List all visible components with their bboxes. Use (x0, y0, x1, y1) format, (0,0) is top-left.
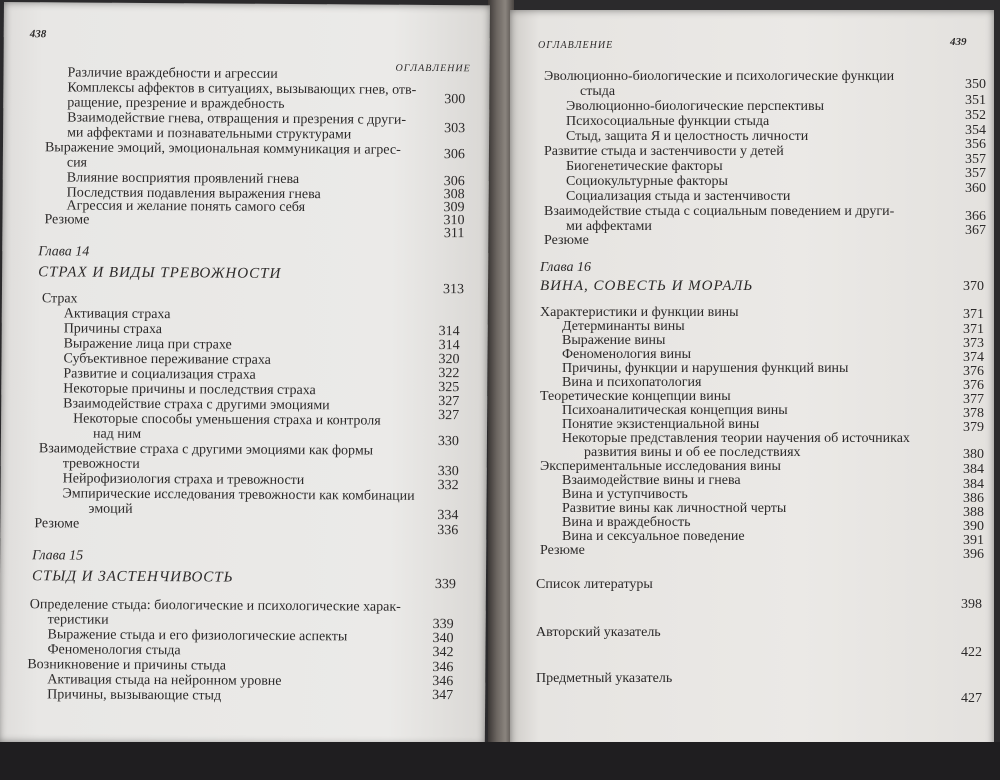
toc-entry: ращение, презрение и враждебность (67, 95, 285, 112)
toc-entry: ми аффектами (566, 219, 652, 234)
toc-page: 313 (442, 282, 465, 298)
toc-entry: Активация стыда на нейронном уровне (47, 672, 282, 689)
author-index-entry: Авторский указатель (536, 625, 661, 640)
toc-page: 384 (963, 477, 984, 492)
toc-page: 320 (438, 352, 460, 368)
toc-entry: Понятие экзистенциальной вины (562, 417, 760, 432)
toc-entry: Страх (41, 291, 78, 307)
toc-entry: Различие враждебности и агрессии (67, 65, 278, 82)
toc-entry: Резюме (34, 516, 80, 532)
toc-entry: Выражение стыда и его физиологические аспекты (47, 627, 348, 645)
toc-page: 427 (961, 691, 982, 706)
toc-entry: Резюме (540, 543, 585, 558)
toc-entry: Причины, вызывающие стыд (47, 687, 222, 704)
toc-entry: Характеристики и функции вины (540, 305, 739, 320)
toc-entry: Некоторые представления теории научения об источниках (562, 431, 910, 446)
toc-page: 351 (965, 93, 986, 108)
toc-entry: Социализация стыда и застенчивости (566, 189, 791, 204)
toc-page: 327 (438, 394, 460, 410)
toc-entry: Определение стыда: биологические и психологические харак- (29, 597, 401, 615)
toc-entry: Нейрофизиология страха и тревожности (62, 471, 305, 489)
toc-entry: Резюме (544, 233, 589, 248)
toc-entry: Взаимодействие гнева, отвращения и презрения с други- (67, 110, 407, 128)
toc-entry: Агрессия и желание понять самого себя (66, 198, 306, 216)
toc-entry: Возникновение и причины стыда (27, 657, 226, 674)
toc-page: 327 (438, 408, 460, 424)
right-page (510, 10, 994, 750)
toc-page: 342 (432, 645, 454, 661)
toc-page: 360 (965, 181, 986, 196)
toc-entry: Последствия подавления выражения гнева (66, 185, 321, 203)
toc-page: 346 (432, 660, 454, 676)
chapter-label: Глава 15 (32, 548, 84, 564)
toc-page: 309 (443, 200, 465, 216)
toc-entry: развития вины и об ее последствиях (584, 445, 801, 460)
toc-entry: Взаимодействие вины и гнева (562, 473, 741, 488)
toc-page: 366 (965, 209, 986, 224)
toc-entry: Активация страха (63, 306, 171, 323)
toc-entry: Эволюционно-биологические и психологические функции (544, 69, 895, 84)
toc-page: 376 (963, 364, 984, 379)
toc-page: 347 (432, 688, 454, 704)
toc-page: 377 (963, 392, 984, 407)
toc-page: 422 (961, 645, 982, 660)
left-page (0, 2, 490, 745)
table-surface (0, 742, 1000, 780)
toc-page: 339 (432, 617, 454, 633)
toc-page: 378 (963, 406, 984, 421)
toc-page: 391 (963, 533, 984, 548)
toc-entry: Взаимодействие стыда с социальным поведением и други- (544, 204, 895, 219)
toc-page: 357 (965, 152, 986, 167)
toc-page: 311 (443, 226, 465, 242)
toc-entry: Причины страха (63, 321, 163, 338)
page-number: 438 (29, 28, 47, 41)
toc-page: 340 (432, 631, 454, 647)
toc-page: 388 (963, 505, 984, 520)
chapter-title: СТЫД И ЗАСТЕНЧИВОСТЬ (31, 568, 234, 586)
toc-page: 376 (963, 378, 984, 393)
toc-page: 300 (444, 92, 466, 108)
toc-page: 322 (438, 366, 460, 382)
toc-entry: Феноменология вины (562, 347, 692, 362)
toc-entry: Вина и уступчивость (562, 487, 688, 502)
chapter-title: СТРАХ И ВИДЫ ТРЕВОЖНОСТИ (38, 264, 282, 282)
toc-entry: Социокультурные факторы (566, 174, 728, 189)
toc-entry: Некоторые способы уменьшения страха и контроля (73, 411, 381, 429)
toc-entry: Развитие стыда и застенчивости у детей (544, 144, 784, 159)
toc-page: 354 (965, 123, 986, 138)
toc-page: 308 (443, 187, 465, 203)
toc-entry: Причины, функции и нарушения функций вины (562, 361, 849, 376)
toc-page: 325 (438, 380, 460, 396)
toc-entry: Психоаналитическая концепция вины (562, 403, 788, 418)
toc-entry: Развитие вины как личностной черты (562, 501, 787, 516)
toc-page: 352 (965, 108, 986, 123)
chapter-label: Глава 16 (540, 260, 591, 275)
toc-entry: Вина и психопатология (562, 375, 702, 390)
toc-entry: Детерминанты вины (562, 319, 685, 334)
toc-entry: Биогенетические факторы (566, 159, 723, 174)
running-header: ОГЛАВЛЕНИЕ (538, 40, 614, 51)
page-number: 439 (950, 36, 967, 48)
toc-page: 336 (437, 523, 459, 539)
toc-page: 371 (963, 322, 984, 337)
toc-entry: Эмпирические исследования тревожности как комбинации (62, 486, 415, 504)
toc-entry: Комплексы аффектов в ситуациях, вызывающих гнев, отв- (67, 80, 417, 98)
toc-page: 370 (963, 279, 984, 294)
toc-page: 303 (444, 121, 466, 137)
toc-entry: Вина и сексуальное поведение (562, 529, 745, 544)
toc-entry: Феноменология стыда (47, 642, 181, 659)
toc-entry: Выражение лица при страхе (63, 336, 232, 353)
running-header: ОГЛАВЛЕНИЕ (395, 62, 471, 75)
toc-entry: Стыд, защита Я и целостность личности (566, 129, 809, 144)
toc-entry: над ним (92, 426, 142, 442)
toc-entry: Выражение эмоций, эмоциональная коммуникация и агрес- (44, 140, 401, 158)
toc-page: 334 (437, 508, 459, 524)
chapter-title: ВИНА, СОВЕСТЬ И МОРАЛЬ (540, 278, 754, 294)
toc-page: 367 (965, 223, 986, 238)
toc-entry: Вина и враждебность (562, 515, 691, 530)
toc-entry: Некоторые причины и последствия страха (63, 381, 316, 399)
toc-page: 356 (965, 137, 986, 152)
toc-entry: стыда (580, 84, 616, 99)
toc-page: 330 (437, 464, 459, 480)
toc-entry: Выражение вины (562, 333, 666, 348)
toc-page: 386 (963, 491, 984, 506)
toc-page: 371 (963, 307, 984, 322)
toc-page: 373 (963, 336, 984, 351)
toc-page: 330 (437, 434, 459, 450)
toc-entry: эмоций (88, 501, 133, 517)
toc-page: 396 (963, 547, 984, 562)
toc-page: 310 (443, 213, 465, 229)
toc-entry: Экспериментальные исследования вины (540, 459, 781, 474)
toc-entry: Резюме (44, 212, 90, 228)
toc-page: 379 (963, 420, 984, 435)
toc-entry: ми аффектами и познавательными структурами (67, 125, 352, 143)
toc-page: 350 (965, 77, 986, 92)
toc-entry: Влияние восприятия проявлений гнева (66, 170, 300, 188)
toc-entry: Взаимодействие страха с другими эмоциями (63, 396, 330, 414)
toc-page: 384 (963, 462, 984, 477)
chapter-label: Глава 14 (38, 244, 90, 260)
toc-entry: Развитие и социализация страха (63, 366, 256, 383)
toc-page: 332 (437, 478, 459, 494)
toc-page: 339 (434, 577, 456, 593)
toc-entry: Эволюционно-биологические перспективы (566, 99, 824, 114)
subject-index-entry: Предметный указатель (536, 671, 673, 686)
toc-page: 314 (438, 338, 460, 354)
toc-page: 346 (432, 674, 454, 690)
toc-entry: Теоретические концепции вины (540, 389, 731, 404)
toc-page: 390 (963, 519, 984, 534)
toc-page: 314 (438, 324, 460, 340)
toc-page: 398 (961, 597, 982, 612)
toc-entry: Психосоциальные функции стыда (566, 114, 770, 129)
toc-entry: сия (66, 155, 88, 171)
toc-page: 374 (963, 350, 984, 365)
toc-page: 380 (963, 447, 984, 462)
toc-page: 306 (443, 147, 465, 163)
toc-entry: Взаимодействие страха с другими эмоциями как формы (38, 441, 374, 459)
toc-entry: Субъективное переживание страха (63, 351, 271, 368)
toc-entry: тревожности (62, 456, 140, 472)
toc-entry: теристики (47, 612, 109, 628)
toc-page: 357 (965, 166, 986, 181)
bibliography-entry: Список литературы (536, 577, 653, 592)
toc-page: 306 (443, 174, 465, 190)
